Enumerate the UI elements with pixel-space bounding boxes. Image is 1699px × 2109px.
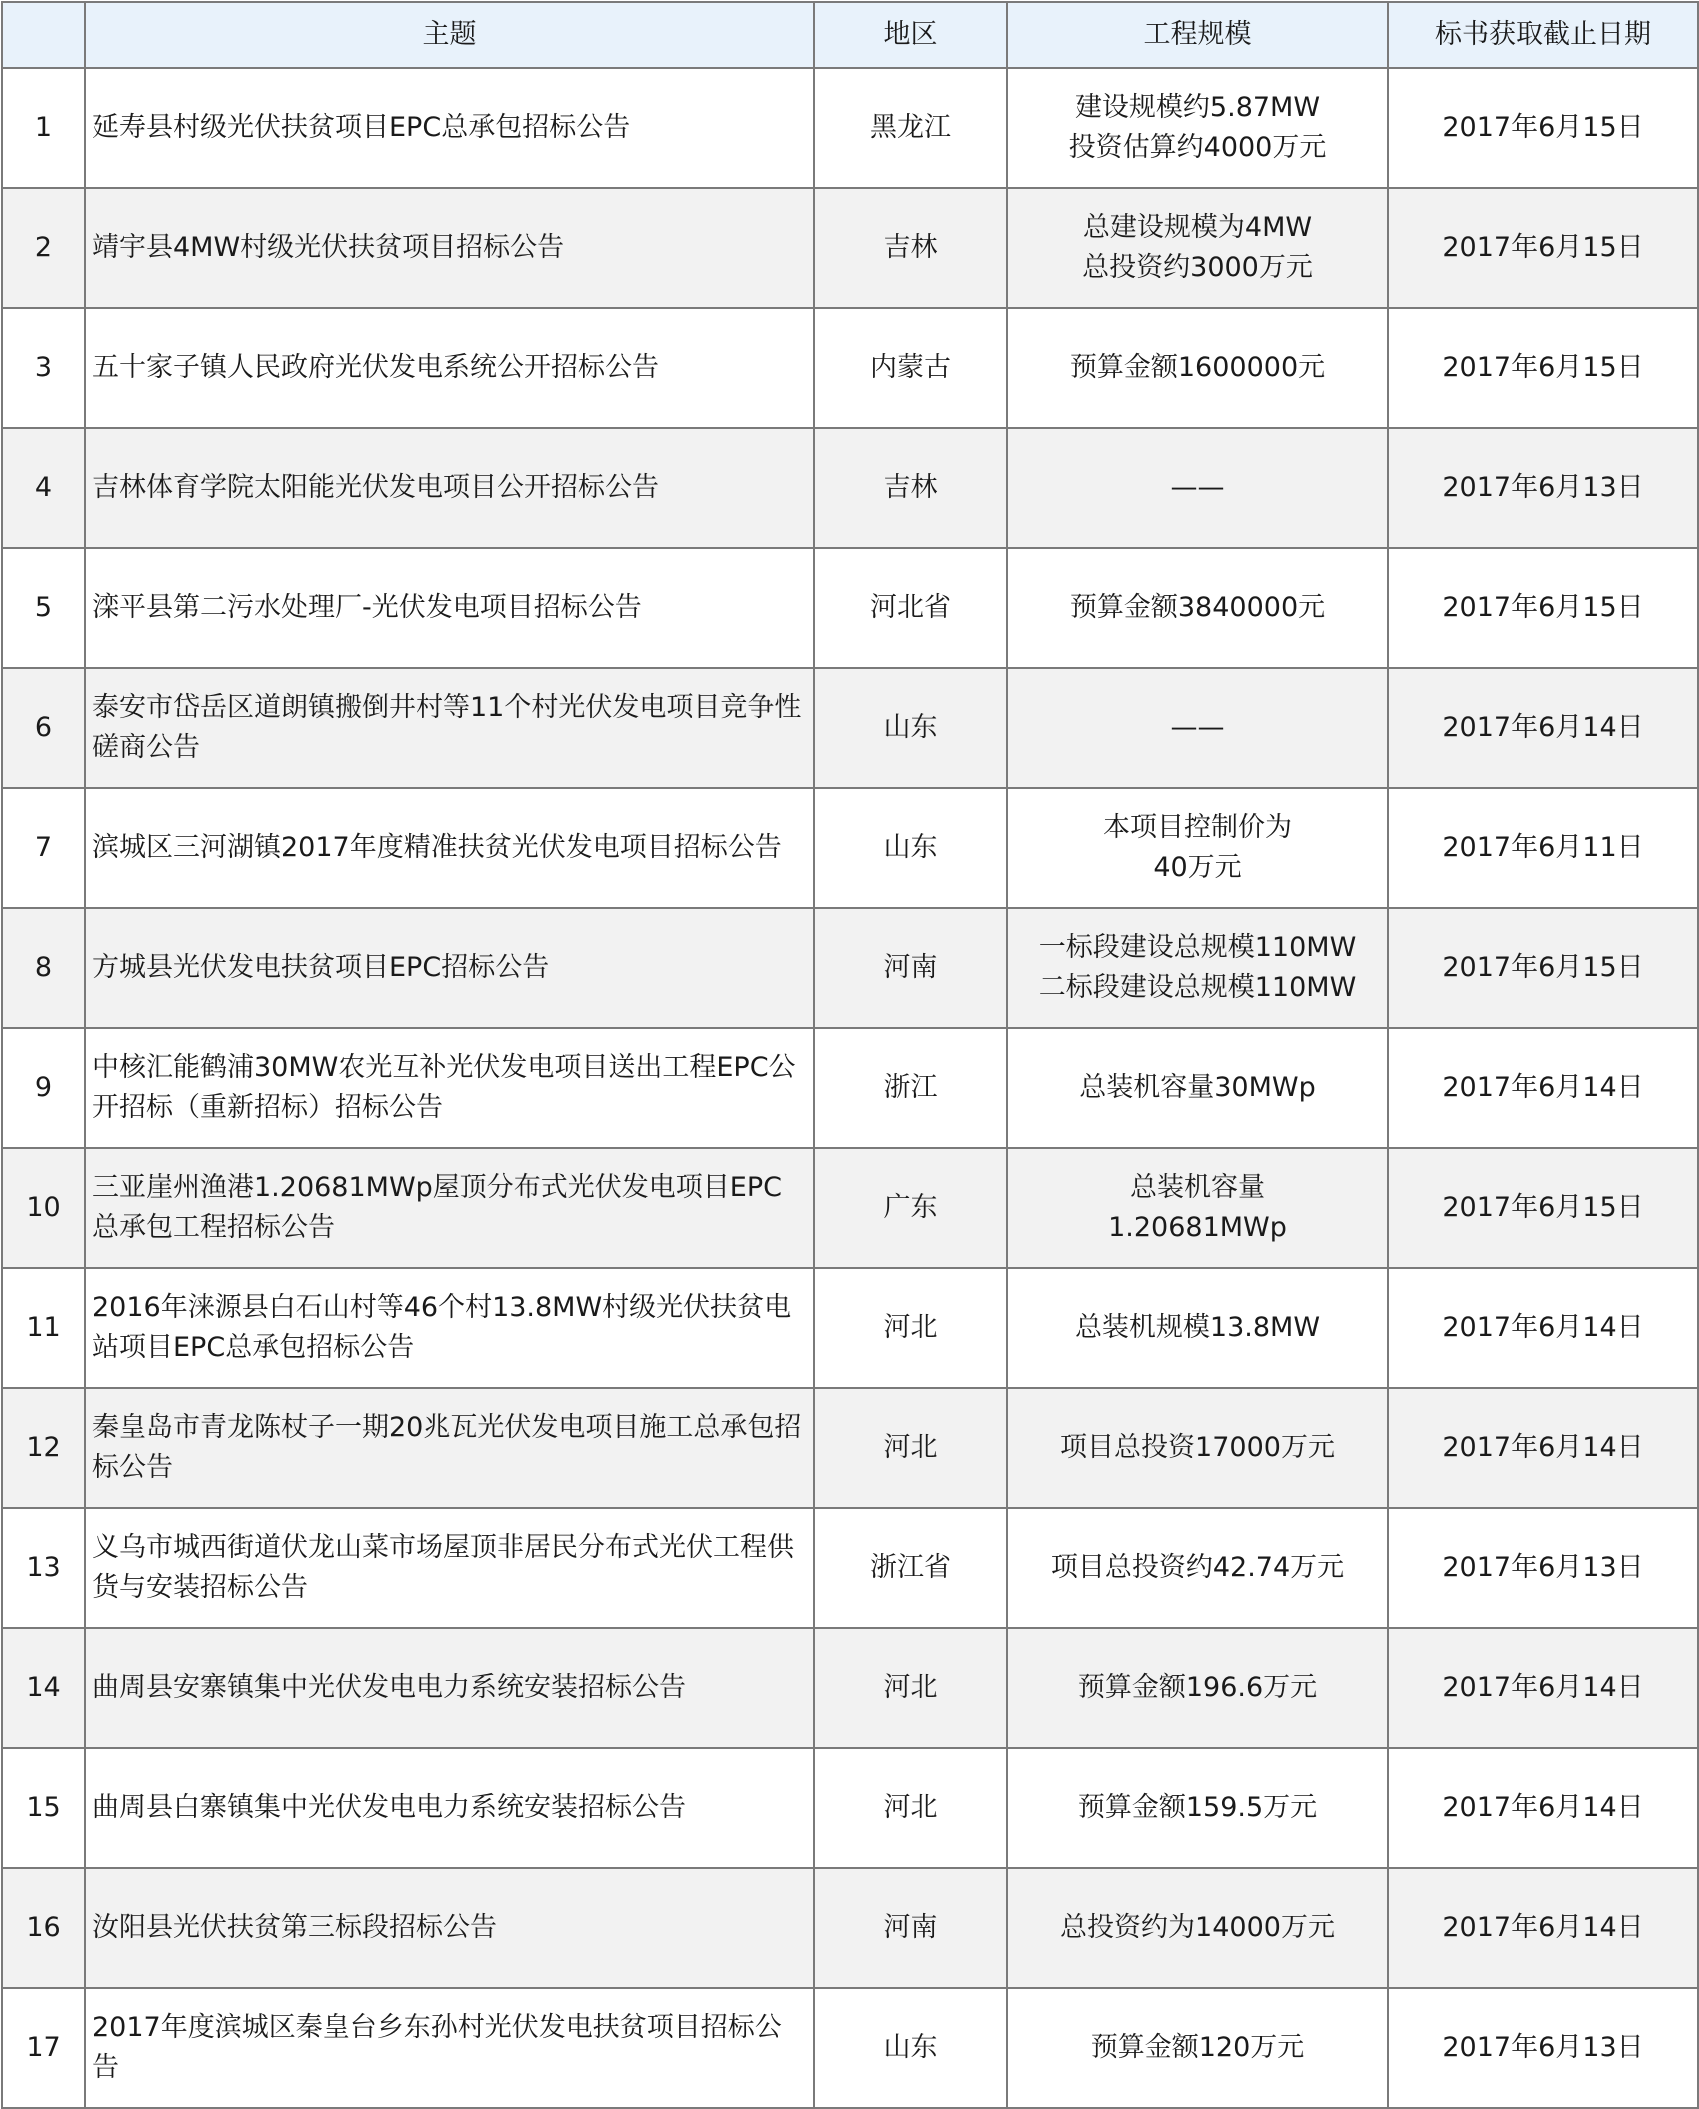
row-index: 9 — [2, 1028, 85, 1148]
row-index: 12 — [2, 1388, 85, 1508]
row-subject: 靖宇县4MW村级光伏扶贫项目招标公告 — [85, 188, 814, 308]
row-region: 内蒙古 — [814, 308, 1007, 428]
row-deadline: 2017年6月14日 — [1388, 1388, 1698, 1508]
row-index: 10 — [2, 1148, 85, 1268]
row-scale — [1007, 1868, 1388, 1988]
row-deadline: 2017年6月13日 — [1388, 428, 1698, 548]
header-subject: 主题 — [85, 2, 814, 68]
row-deadline: 2017年6月11日 — [1388, 788, 1698, 908]
table-row — [2, 188, 1698, 308]
row-index: 8 — [2, 908, 85, 1028]
row-deadline: 2017年6月15日 — [1388, 1148, 1698, 1268]
table-row — [2, 1268, 1698, 1388]
scale-line: 1.20681MWp — [1108, 1212, 1287, 1243]
row-subject: 滨城区三河湖镇2017年度精准扶贫光伏发电项目招标公告 — [85, 788, 814, 908]
row-scale — [1007, 1148, 1388, 1268]
row-deadline: 2017年6月15日 — [1388, 548, 1698, 668]
scale-line: 项目总投资17000万元 — [1060, 1432, 1335, 1463]
scale-line: 总投资约3000万元 — [1082, 252, 1313, 283]
bid-announcement-table — [1, 1, 1699, 2109]
row-subject: 2016年涞源县白石山村等46个村13.8MW村级光伏扶贫电站项目EPC总承包招标公告 — [85, 1268, 814, 1388]
table-row — [2, 1388, 1698, 1508]
row-scale — [1007, 1988, 1388, 2108]
header-row — [2, 2, 1698, 68]
row-region: 河南 — [814, 908, 1007, 1028]
row-region: 河北省 — [814, 548, 1007, 668]
header-deadline: 标书获取截止日期 — [1388, 2, 1698, 68]
row-scale — [1007, 188, 1388, 308]
row-subject: 延寿县村级光伏扶贫项目EPC总承包招标公告 — [85, 68, 814, 188]
table-row — [2, 1508, 1698, 1628]
row-subject: 五十家子镇人民政府光伏发电系统公开招标公告 — [85, 308, 814, 428]
header-scale: 工程规模 — [1007, 2, 1388, 68]
row-region: 浙江 — [814, 1028, 1007, 1148]
scale-line: 总建设规模为4MW — [1082, 212, 1313, 243]
row-subject: 曲周县白寨镇集中光伏发电电力系统安装招标公告 — [85, 1748, 814, 1868]
table-row — [2, 548, 1698, 668]
scale-line: 投资估算约4000万元 — [1068, 132, 1327, 163]
row-subject: 曲周县安寨镇集中光伏发电电力系统安装招标公告 — [85, 1628, 814, 1748]
table-row — [2, 1028, 1698, 1148]
row-index: 16 — [2, 1868, 85, 1988]
row-deadline: 2017年6月14日 — [1388, 1268, 1698, 1388]
scale-line: 二标段建设总规模110MW — [1038, 972, 1357, 1003]
row-subject: 泰安市岱岳区道朗镇搬倒井村等11个村光伏发电项目竞争性磋商公告 — [85, 668, 814, 788]
scale-line: —— — [1170, 712, 1225, 743]
row-subject: 三亚崖州渔港1.20681MWp屋顶分布式光伏发电项目EPC总承包工程招标公告 — [85, 1148, 814, 1268]
table-row — [2, 668, 1698, 788]
row-scale — [1007, 1388, 1388, 1508]
row-index: 5 — [2, 548, 85, 668]
row-scale — [1007, 1028, 1388, 1148]
row-scale — [1007, 308, 1388, 428]
table-row — [2, 1148, 1698, 1268]
row-subject: 2017年度滨城区秦皇台乡东孙村光伏发电扶贫项目招标公告 — [85, 1988, 814, 2108]
row-region: 河北 — [814, 1388, 1007, 1508]
row-region: 河北 — [814, 1268, 1007, 1388]
scale-line: 40万元 — [1153, 852, 1242, 883]
row-index: 1 — [2, 68, 85, 188]
row-subject: 中核汇能鹤浦30MW农光互补光伏发电项目送出工程EPC公开招标（重新招标）招标公告 — [85, 1028, 814, 1148]
table-row — [2, 1868, 1698, 1988]
row-region: 浙江省 — [814, 1508, 1007, 1628]
scale-line: 总装机容量 — [1130, 1172, 1265, 1203]
table-row — [2, 428, 1698, 548]
row-scale — [1007, 1628, 1388, 1748]
row-index: 3 — [2, 308, 85, 428]
scale-line: 总装机容量30MWp — [1079, 1072, 1316, 1103]
row-region: 河北 — [814, 1628, 1007, 1748]
scale-line: 预算金额1600000元 — [1069, 352, 1326, 383]
row-deadline: 2017年6月14日 — [1388, 668, 1698, 788]
row-deadline: 2017年6月15日 — [1388, 188, 1698, 308]
row-index: 15 — [2, 1748, 85, 1868]
row-region: 黑龙江 — [814, 68, 1007, 188]
row-index: 7 — [2, 788, 85, 908]
table-header — [2, 2, 1698, 68]
row-subject: 滦平县第二污水处理厂-光伏发电项目招标公告 — [85, 548, 814, 668]
row-subject: 汝阳县光伏扶贫第三标段招标公告 — [85, 1868, 814, 1988]
row-deadline: 2017年6月15日 — [1388, 68, 1698, 188]
scale-line: 一标段建设总规模110MW — [1038, 932, 1357, 963]
row-region: 山东 — [814, 668, 1007, 788]
row-deadline: 2017年6月14日 — [1388, 1628, 1698, 1748]
row-deadline: 2017年6月13日 — [1388, 1988, 1698, 2108]
row-scale — [1007, 668, 1388, 788]
row-deadline: 2017年6月13日 — [1388, 1508, 1698, 1628]
scale-line: 预算金额196.6万元 — [1077, 1672, 1318, 1703]
table-row — [2, 908, 1698, 1028]
row-region: 吉林 — [814, 188, 1007, 308]
scale-line: 预算金额159.5万元 — [1077, 1792, 1318, 1823]
table-row — [2, 68, 1698, 188]
row-subject: 吉林体育学院太阳能光伏发电项目公开招标公告 — [85, 428, 814, 548]
row-deadline: 2017年6月15日 — [1388, 308, 1698, 428]
row-scale — [1007, 428, 1388, 548]
row-subject: 秦皇岛市青龙陈杖子一期20兆瓦光伏发电项目施工总承包招标公告 — [85, 1388, 814, 1508]
row-scale — [1007, 1508, 1388, 1628]
scale-line: 总装机规模13.8MW — [1074, 1312, 1321, 1343]
row-index: 2 — [2, 188, 85, 308]
row-region: 河北 — [814, 1748, 1007, 1868]
table-row — [2, 788, 1698, 908]
row-region: 河南 — [814, 1868, 1007, 1988]
row-scale — [1007, 1748, 1388, 1868]
row-scale — [1007, 68, 1388, 188]
row-index: 14 — [2, 1628, 85, 1748]
header-region: 地区 — [814, 2, 1007, 68]
row-scale — [1007, 1268, 1388, 1388]
scale-line: 项目总投资约42.74万元 — [1050, 1552, 1345, 1583]
row-deadline: 2017年6月14日 — [1388, 1748, 1698, 1868]
scale-line: 本项目控制价为 — [1103, 812, 1292, 843]
table-row — [2, 1628, 1698, 1748]
row-index: 11 — [2, 1268, 85, 1388]
row-scale — [1007, 908, 1388, 1028]
row-region: 吉林 — [814, 428, 1007, 548]
row-region: 广东 — [814, 1148, 1007, 1268]
row-region: 山东 — [814, 788, 1007, 908]
row-scale — [1007, 548, 1388, 668]
row-index: 4 — [2, 428, 85, 548]
row-scale — [1007, 788, 1388, 908]
row-deadline: 2017年6月14日 — [1388, 1028, 1698, 1148]
scale-line: 预算金额3840000元 — [1069, 592, 1326, 623]
table-row — [2, 308, 1698, 428]
table-body — [2, 68, 1698, 2108]
scale-line: 总投资约为14000万元 — [1060, 1912, 1335, 1943]
row-index: 17 — [2, 1988, 85, 2108]
scale-line: —— — [1170, 472, 1225, 503]
scale-line: 预算金额120万元 — [1090, 2032, 1305, 2063]
row-index: 13 — [2, 1508, 85, 1628]
row-index: 6 — [2, 668, 85, 788]
table-row — [2, 1988, 1698, 2108]
table-row — [2, 1748, 1698, 1868]
row-subject: 义乌市城西街道伏龙山菜市场屋顶非居民分布式光伏工程供货与安装招标公告 — [85, 1508, 814, 1628]
row-deadline: 2017年6月15日 — [1388, 908, 1698, 1028]
row-subject: 方城县光伏发电扶贫项目EPC招标公告 — [85, 908, 814, 1028]
scale-line: 建设规模约5.87MW — [1074, 92, 1321, 123]
row-deadline: 2017年6月14日 — [1388, 1868, 1698, 1988]
header-index — [2, 2, 85, 68]
row-region: 山东 — [814, 1988, 1007, 2108]
